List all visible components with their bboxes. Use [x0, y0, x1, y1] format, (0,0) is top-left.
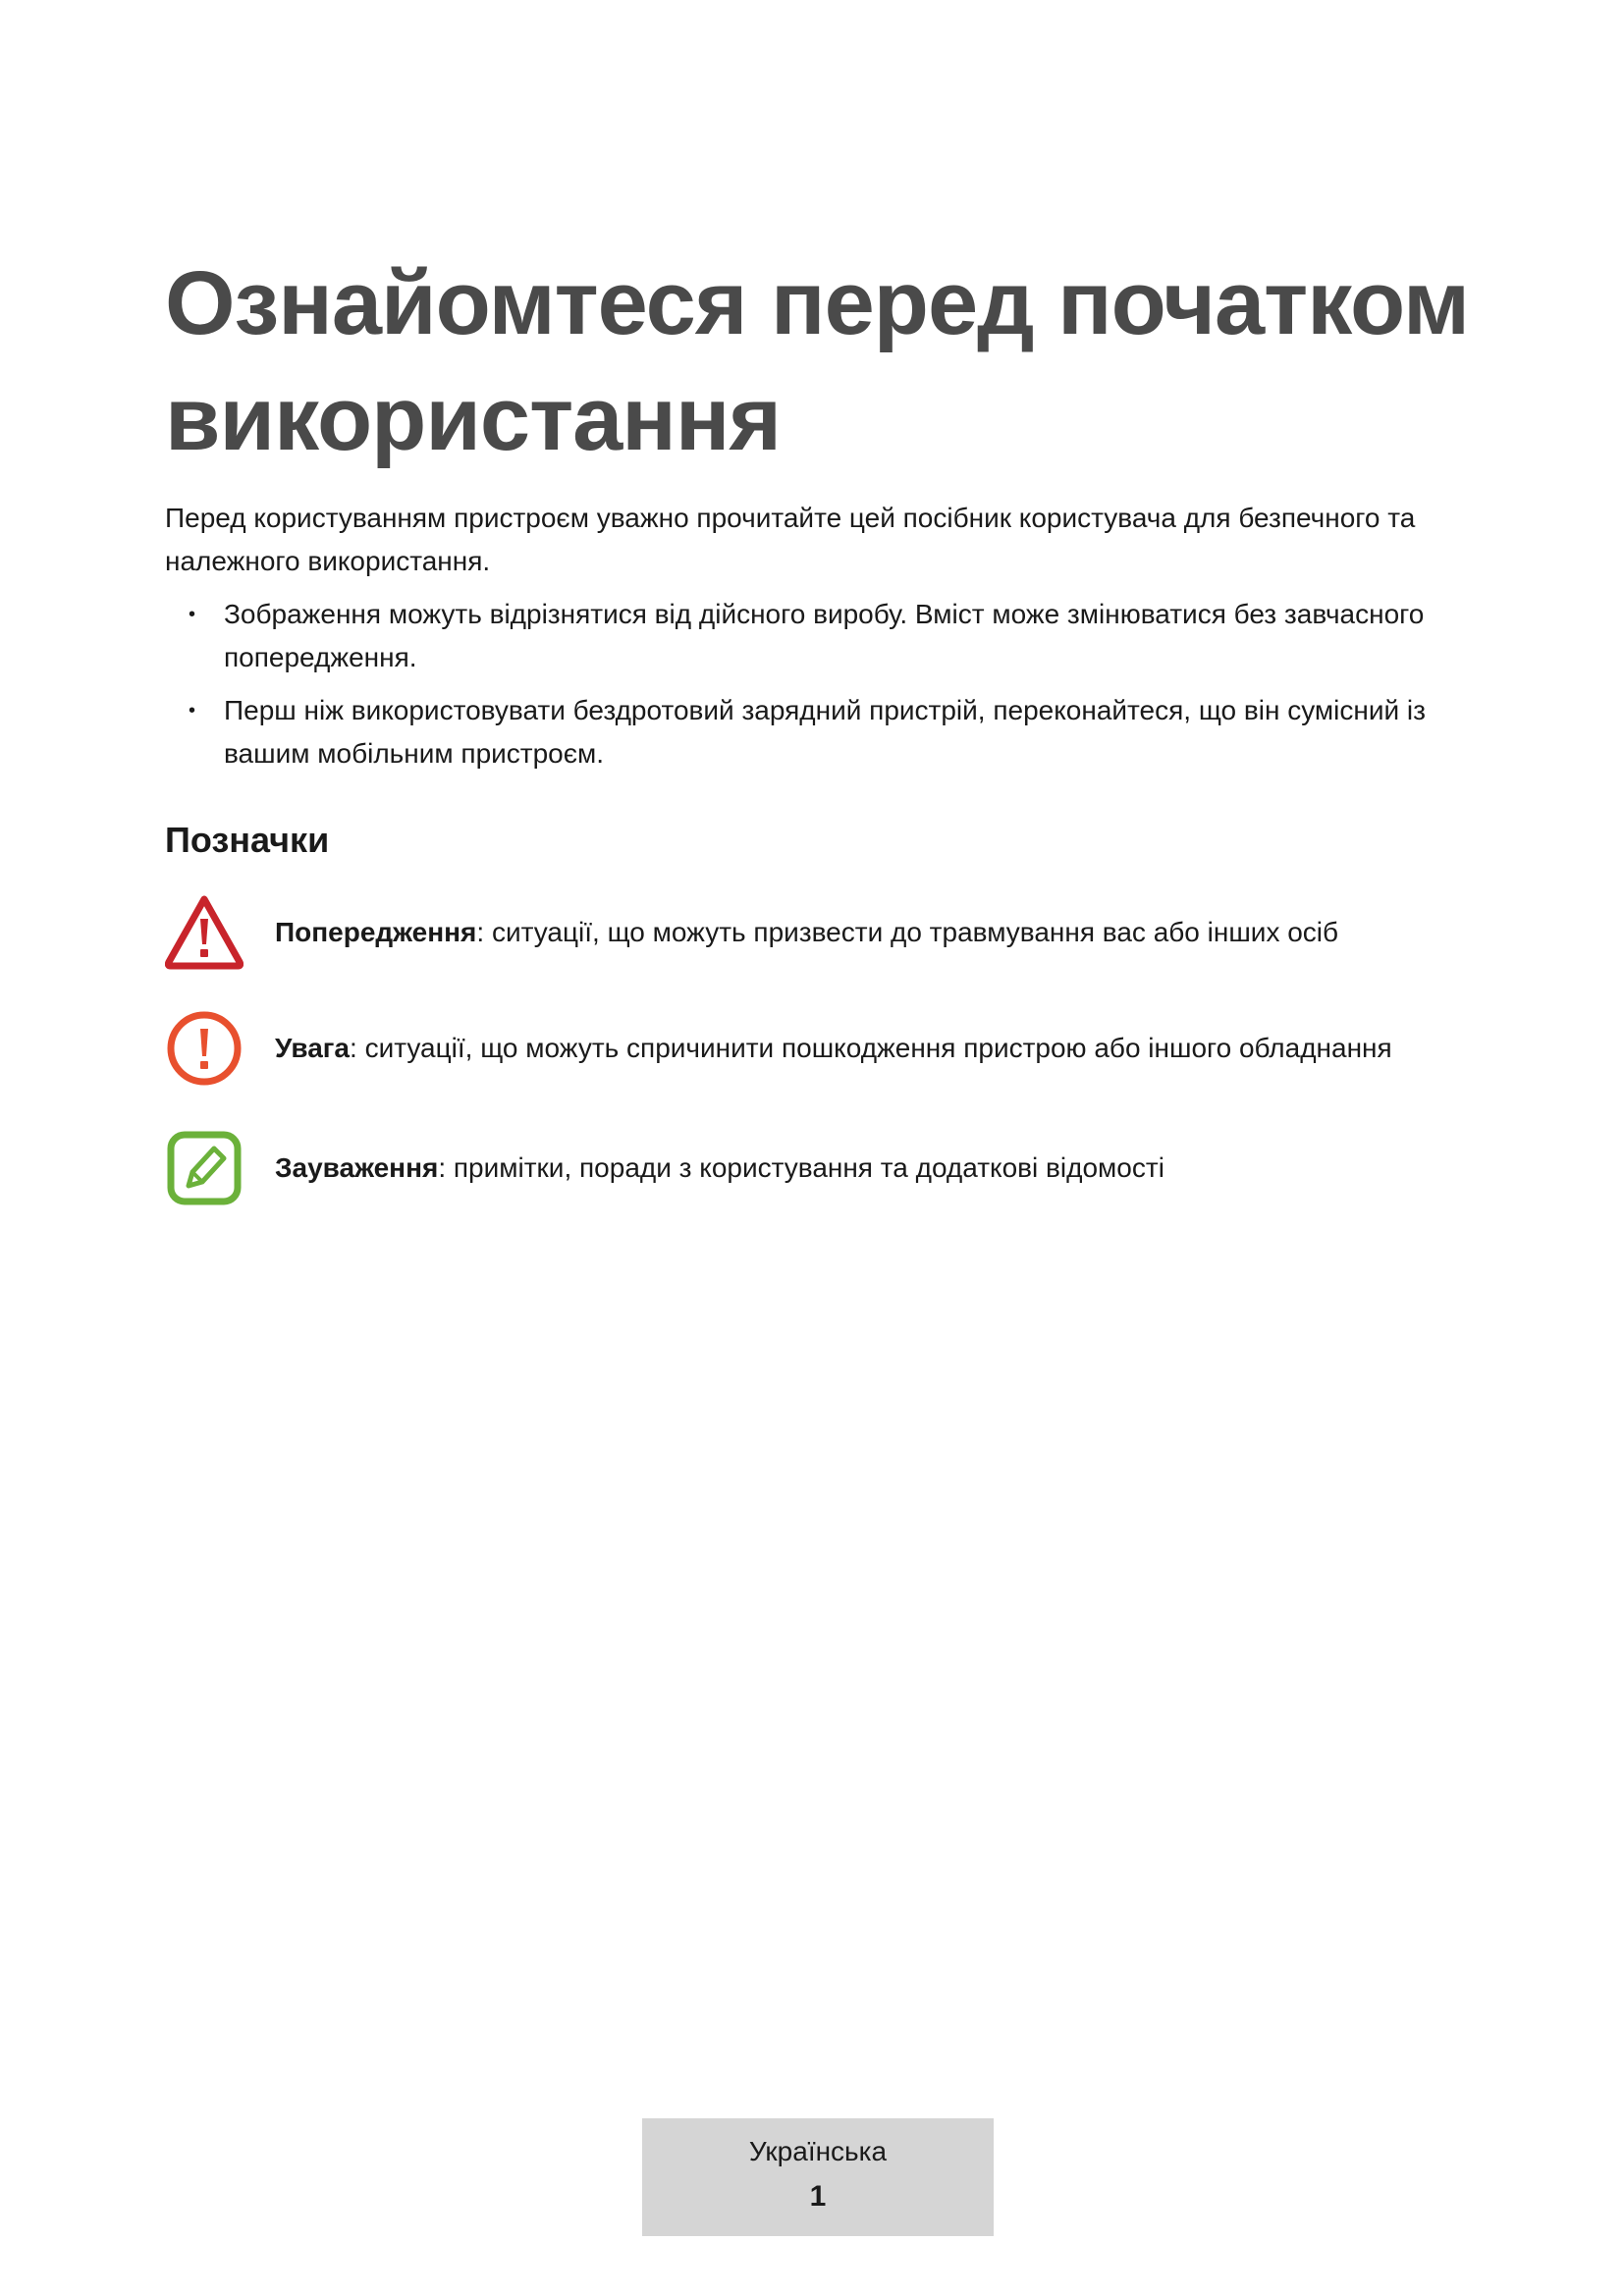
warning-triangle-icon [165, 893, 244, 972]
section-heading: Позначки [165, 820, 330, 860]
note-pencil-icon [165, 1129, 244, 1207]
notes-list [165, 593, 1481, 785]
legend-term: Увага [275, 1033, 351, 1063]
legend-separator: : [476, 917, 492, 947]
page-number: 1 [809, 2180, 827, 2213]
legend-description: ситуації, що можуть призвести до травмування вас або інших осіб [491, 917, 1339, 947]
intro-paragraph: Перед користуванням пристроєм уважно прочитайте цей посібник користувача для безпечного та належного використання. [165, 503, 1416, 576]
legend-separator: : [350, 1033, 365, 1063]
legend-warning-text [275, 911, 1338, 954]
page-title: Ознайомтеся перед початком використання [165, 253, 1470, 469]
legend-caution-row [165, 1009, 1481, 1088]
bullet-marker: • [189, 700, 196, 721]
legend-term: Попередження [275, 917, 477, 947]
legend-description: ситуації, що можуть спричинити пошкодження пристрою або іншого обладнання [364, 1033, 1392, 1063]
legend-term: Зауваження [275, 1152, 439, 1183]
legend-note-row [165, 1129, 1481, 1207]
legend-caution-text [275, 1027, 1392, 1070]
bullet-marker: • [189, 604, 196, 625]
caution-circle-icon [165, 1009, 244, 1088]
legend-note-text [275, 1147, 1164, 1190]
footer-language: Українська [748, 2136, 888, 2166]
list-item [165, 593, 1481, 679]
list-item-text: Перш ніж використовувати бездротовий зарядний пристрій, переконайтеся, що він сумісний із вашим мобільним пристроєм. [224, 695, 1426, 769]
legend-description: примітки, поради з користування та додаткові відомості [453, 1152, 1164, 1183]
legend-warning-row [165, 893, 1481, 972]
list-item [165, 689, 1481, 775]
legend-separator: : [438, 1152, 454, 1183]
page-footer [642, 2118, 994, 2236]
list-item-text: Зображення можуть відрізнятися від дійсного виробу. Вміст може змінюватися без завчасного попередження. [224, 599, 1425, 672]
